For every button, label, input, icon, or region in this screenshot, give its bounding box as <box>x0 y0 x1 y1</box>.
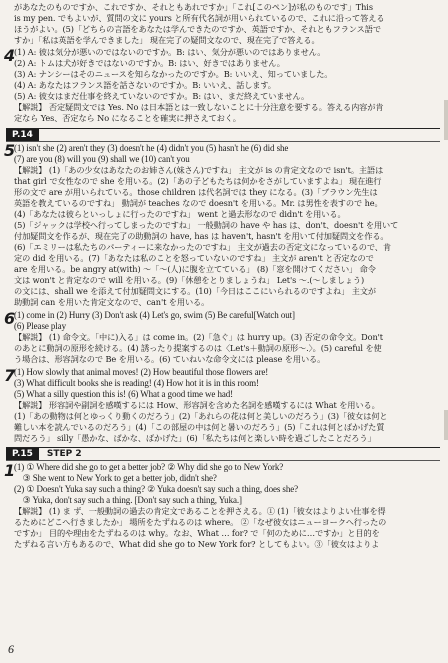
explanation-line: ですか」 目的や理由をたずねるのは why。なお、What … for? で「何のために…ですか」と目的を <box>14 528 380 538</box>
explanation-line: (4)「あなたは彼らといっしょに行ったのですね」 went と過去形なので didn't を用いる。 <box>14 209 346 219</box>
explanation-line: う場合は、形容詞なので Be を用いる。(6) ていねいな命令文には please を用いる。 <box>14 354 326 364</box>
page-number: 6 <box>8 642 14 656</box>
explanation-line: 問だろう」 silly「愚かな、ばかな、ばかげた」(6)「私たちは何と楽しい時を過ごしたことだろう」 <box>14 433 376 443</box>
answer-line: (1) A: 彼は気分が悪いのではないのですか。B: はい、気分が悪いのではありません。 <box>14 47 326 57</box>
step-label <box>39 130 47 140</box>
explanation-line: 難しい本を読んでいるのだろう」(4)「この部屋の中は何と暑いのだろう」(5)「これは何とばかげた質 <box>14 422 385 432</box>
question-number: 5 <box>4 141 16 160</box>
question-6 <box>14 310 440 365</box>
margin-shadow <box>444 100 448 140</box>
section-header <box>6 447 440 461</box>
question-7 <box>14 367 440 444</box>
section-header <box>6 128 440 142</box>
answer-line: ③ She went to New York to get a better job, didn't she? <box>14 473 217 483</box>
explanation-line: 【解説】 (1) 命令文。「中に)入る」は come in。(2)「急ぐ」は hurry up。(3) 否定の命令文。Don't <box>14 332 383 342</box>
answer-line: (7) are you (8) will you (9) shall we (10) can't you <box>14 154 190 164</box>
question-4 <box>14 47 440 124</box>
answer-line: (1) isn't she (2) aren't they (3) doesn't he (4) didn't you (5) hasn't he (6) did she <box>14 143 289 153</box>
explanation-line: 助動詞 can を用いた肯定文なので、can't を用いる。 <box>14 297 210 307</box>
explanation-line: 定なら Yes、否定なら No になることを確実に押さえておく。 <box>14 113 241 123</box>
question-number: 1 <box>4 461 16 480</box>
text-line: ほうがよい。(5)「どちらの言語をあなたは学んできたのですか、英語ですか、それともフランス語で <box>14 24 381 34</box>
explanation-line: 【解説】 (1)「あの少女はあなたのお姉さん(妹さん)ですね」 主文が is の肯定文なので isn't。主語は <box>14 165 384 175</box>
question-number: 7 <box>4 366 16 385</box>
explanation-line: 付加疑問文を作るが、現在完了の助動詞の have, has は haven't, hasn't を用いて付加疑問文を作る。 <box>14 231 389 241</box>
question-1 <box>14 462 440 550</box>
explanation-line: that girl で女性なので she を用いる。(2)「あの子どもたちは何かをさがしていますよね」 現在進行 <box>14 176 382 186</box>
explanation-line: 定の did を用いる。(7)「あなたは私のことを怒っていないのですね」 主文が aren't と否定なので <box>14 253 374 263</box>
answer-line: (4) A: あなたはフランス語を話さないのですか。B: いいえ、話します。 <box>14 80 276 90</box>
answer-line: (5) A: 彼女はまだ仕事を終えていないのですか。B: はい、まだ終えていません。 <box>14 91 310 101</box>
answer-line: (2) A: トムは犬が好きではないのですか。B: はい、好きではありません。 <box>14 58 285 68</box>
text-line: is my pen. でもよいが、質問の文に yours と所有代名詞が用いられているので、これに沿って答える <box>14 13 385 23</box>
question-number: 6 <box>4 309 16 328</box>
answer-line: (3) A: ナンシーはそのニュースを知らなかったのですか。B: いいえ、知っていました。 <box>14 69 333 79</box>
answer-line: (6) Please play <box>14 321 66 331</box>
step-label: STEP 2 <box>46 449 82 459</box>
answer-line: (1) come in (2) Hurry (3) Don't ask (4) Let's go, swim (5) Be careful[Watch out] <box>14 310 295 320</box>
explanation-line: 形の文で are が用いられている。those children は代名詞では they になる。(3)「ブラウン先生は <box>14 187 378 197</box>
answer-line: (5) What a silly question this is! (6) What a good time we had! <box>14 389 234 399</box>
explanation-line: (1)「あの動物は何とゆっくり動くのだろう」(2)「あれらの花は何と美しいのだろう」(3)「彼女は何と <box>14 411 388 421</box>
text-line: すか」「私は英語を学んできました」 現在完了の疑問文なので、現在完了で答える。 <box>14 35 320 45</box>
explanation-line: の文には、shall we を添えて付加疑問文にする。(10)「今日はここにいられるのですよね」 主文が <box>14 286 376 296</box>
text-line: があなたのものですか、これですか、それともあれですか」「これ[このペン]が私のものです」This <box>14 2 373 12</box>
explanation-line: (5)「ジャックは学校へ行ってしまったのですね」 一般動詞の have や has は、don't、doesn't を用いて <box>14 220 399 230</box>
question-5 <box>14 143 440 308</box>
explanation-line: are を用いる。be angry at(with) ～「～(人)に腹を立てている」 (8)「窓を開けてください」 命令 <box>14 264 376 274</box>
margin-shadow <box>444 410 448 440</box>
intro-text <box>14 2 440 46</box>
question-number: 4 <box>4 46 16 65</box>
answer-line: (1) How slowly that animal moves! (2) How beautiful those flowers are! <box>14 367 269 377</box>
explanation-line: 【解説】 (1) ま ず、一般動詞の過去の肯定文であることを押さえる。① (1)「彼女はよりよい仕事を得 <box>14 506 386 516</box>
explanation-line: 文は won't と肯定なので will を用いる。(9)「休憩をとりましょうね」 Let's ～.(～しましょう) <box>14 275 365 285</box>
explanation-line: るためにどこへ行きましたか」 場所をたずねるのは where。 ②「なぜ彼女はニューヨークへ行ったの <box>14 517 387 527</box>
answer-line: (1) ① Where did she go to get a better job? ② Why did she go to New York? <box>14 462 284 472</box>
answer-line: (3) What difficult books she is reading! (4) How hot it is in this room! <box>14 378 259 388</box>
explanation-line: (6)「エミリーは私たちのパーティーに来なかったのですね」 主文が過去の否定文になっているので、肯 <box>14 242 391 252</box>
page-ref-tag: P.15 <box>6 448 39 460</box>
answer-line: (2) ① Doesn't Yuka say such a thing? ② Yuka doesn't say such a thing, does she? <box>14 484 299 494</box>
explanation-line: 英語を教えているのですね」 動詞が teaches なので doesn't を用いる。Mr. は男性を表すので he。 <box>14 198 383 208</box>
explanation-line: 【解説】 形容詞や副詞を感嘆するには How、形容詞を含めた名詞を感嘆するには What を用いる。 <box>14 400 380 410</box>
answer-line: ③ Yuka, don't say such a thing. [Don't say such a thing, Yuka.] <box>14 495 242 505</box>
page-ref-tag: P.14 <box>6 129 39 141</box>
explanation-line: 【解説】 否定疑問文では Yes. No は日本語とは一致しないことに十分注意を要する。答える内容が肯 <box>14 102 384 112</box>
explanation-line: たずねる言い方もあるので、What did she go to New York for? としてもよい。③「彼女はよりよ <box>14 539 380 549</box>
explanation-line: のあとに動詞の原形を続ける。(4) 誘ったり提案するのは〈Let's＋動詞の原形～.〉。(5) careful を使 <box>14 343 382 353</box>
